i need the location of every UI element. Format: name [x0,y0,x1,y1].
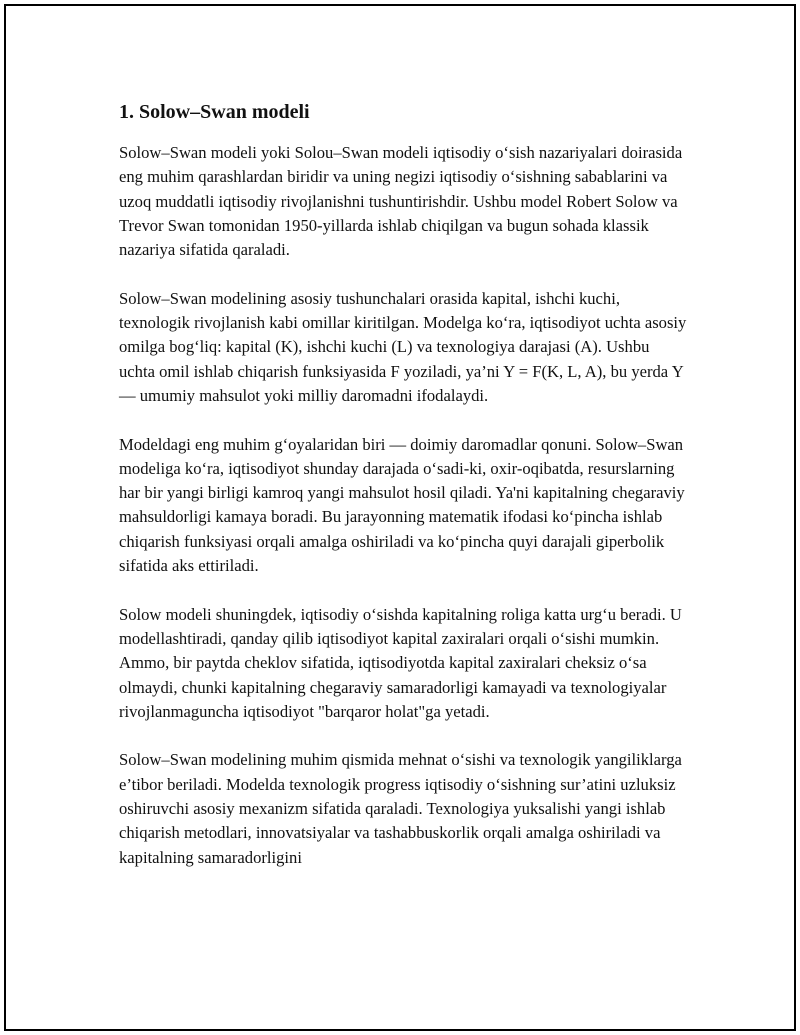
paragraph-5: Solow–Swan modelining muhim qismida mehnat o‘sishi va texnologik yangiliklarga e’tibor beriladi. Modelda texnologik progress iqtisodiy o‘sishning sur’atini uzluksiz oshiruvchi asosiy mexanizm sifatida qaraladi. Texnologiya yuksalishi yangi ishlab chiqarish metodlari, innovatsiyalar va tashabbuskorlik orqali amalga oshiriladi va kapitalning samaradorligini [119,750,682,867]
document-body [119,99,687,894]
paragraph-4: Solow modeli shuningdek, iqtisodiy o‘sishda kapitalning roliga katta urg‘u beradi. U modellashtiradi, qanday qilib iqtisodiyot kapital zaxiralari orqali o‘sishi mumkin. Ammo, bir paytda cheklov sifatida, iqtisodiyotda kapital zaxiralari cheksiz o‘sa olmaydi, chunki kapitalning chegaraviy samaradorligi kamayadi va texnologiyalar rivojlanmaguncha iqtisodiyot "barqaror holat"ga yetadi. [119,604,682,721]
paragraph-1: Solow–Swan modeli yoki Solou–Swan modeli iqtisodiy o‘sish nazariyalari doirasida eng muhim qarashlardan biridir va uning negizi iqtisodiy o‘sishning sabablarini va uzoq muddatli iqtisodiy rivojlanishni tushuntirishdir. Ushbu model Robert Solow va Trevor Swan tomonidan 1950-yillarda ishlab chiqilgan va bugun sohada klassik nazariya sifatida qaraladi. [119,143,683,260]
section-heading: 1. Solow–Swan modeli [119,101,310,123]
paragraph-3: Modeldagi eng muhim g‘oyalaridan biri — doimiy daromadlar qonuni. Solow–Swan modeliga ko‘ra, iqtisodiyot shunday darajada o‘sadi-ki, oxir-oqibatda, resurslarning har bir yangi birligi kamroq yangi mahsulot hosil qiladi. Ya'ni kapitalning chegaraviy mahsuldorligi kamaya boradi. Bu jarayonning matematik ifodasi ko‘pincha ishlab chiqarish funksiyasi orqali amalga oshiriladi va ko‘pincha quyi darajali giperbolik sifatida aks ettiriladi. [119,434,685,576]
page-frame [4,4,796,1031]
paragraph-2: Solow–Swan modelining asosiy tushunchalari orasida kapital, ishchi kuchi, texnologik rivojlanish kabi omillar kiritilgan. Modelga ko‘ra, iqtisodiyot uchta asosiy omilga bog‘liq: kapital (K), ishchi kuchi (L) va texnologiya darajasi (A). Ushbu uchta omil ishlab chiqarish funksiyasida F yoziladi, ya’ni Y = F(K, L, A), bu yerda Y — umumiy mahsulot yoki milliy daromadni ifodalaydi. [119,288,687,405]
